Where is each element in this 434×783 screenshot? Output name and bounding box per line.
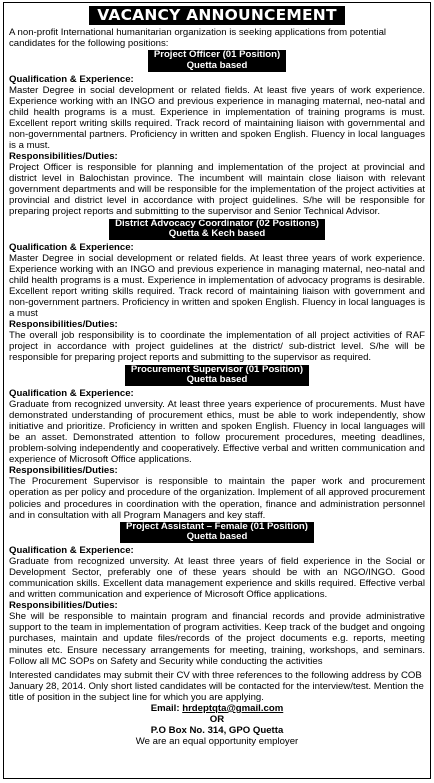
responsibilities-text: The overall job responsibility is to coordinate the implementation of all project activities of RAF project in accordance with project guidelines at the district/ sub-district level. S/he will be responsible for preparing project reports and submitting to the supervisor as required.: [9, 330, 425, 364]
qualification-heading: Qualification & Experience:: [9, 545, 134, 557]
email-link[interactable]: hrdeptqta@gmail.com: [182, 702, 284, 714]
position-section: [9, 219, 425, 364]
responsibilities-heading: Responsibilities/Duties:: [9, 600, 118, 612]
application-instructions: Interested candidates may submit their CV with three references to the following address by COB January 28, 2014. Only short listed candidates will be contacted for the interview/test. Mention the title of position in the subject line for which you are applying.: [9, 669, 424, 703]
position-section: [9, 365, 425, 521]
responsibilities-text: Project Officer is responsible for planning and implementation of the project at provincial and district level in Balochistan province. The incumbent will maintain close liaison with relevant government departments and will be responsible for the implementation of the project activities at provincial and district level in accordance with project guidelines. S/he will be responsible for preparing project reports and submitting to the supervisor and Senior Technical Advisor.: [9, 162, 425, 218]
equal-opportunity-note: We are an equal opportunity employer: [135, 736, 299, 748]
responsibilities-heading: Responsibilities/Duties:: [9, 151, 118, 163]
position-title: District Advocacy Coordinator (02 Positions): [115, 217, 319, 229]
announcement-title: VACANCY ANNOUNCEMENT: [89, 6, 344, 25]
position-location: Quetta & Kech based: [168, 228, 266, 240]
position-title: Procurement Supervisor (01 Position): [130, 363, 304, 375]
email-label: Email:: [150, 702, 183, 714]
position-heading: [125, 365, 309, 386]
position-section: [9, 522, 425, 667]
position-location: Quetta based: [186, 374, 248, 386]
qualification-text: Graduate from recognized unversity. At least three years experience of procurements. Must have demonstrated understanding of procurement ethics, must be able to work independently, show initiative and prioritize. Proficiency in written and spoken English. Fluency in local languages will be an asset. Demonstrated attention to follow procurement procedures, meeting deadlines, problem-solving independently and cooperatively. Effective verbal and written communication and experience of Microsoft Office applications.: [9, 399, 425, 466]
title-bar: [9, 6, 425, 25]
vacancy-announcement: [3, 2, 431, 779]
qualification-text: Graduate from recognized unversity. At least three years of field experience in the Social or Development Sector, preferably one of these years should be with an NGO/INGO. Good communication skills. Excellent data management experience and skills required. Effective verbal and written communication and experience of Microsoft Office applications.: [9, 556, 425, 601]
or-separator: OR: [209, 713, 225, 725]
qualification-heading: Qualification & Experience:: [9, 74, 134, 85]
position-heading: [148, 50, 286, 71]
responsibilities-text: The Procurement Supervisor is responsible to maintain the paper work and procurement operation as per policy and procedure of the organization. Implement of all approved procurement policies and procedures in coordination with the operation, finance and administration personnel and in consultation with all Program Managers and key staff.: [9, 476, 425, 521]
position-location: Quetta based: [186, 60, 248, 71]
intro-text: A non-profit International humanitarian organization is seeking applications from potential candidates for the following positions:: [9, 27, 387, 50]
position-heading: [120, 522, 314, 543]
position-title: Project Officer (01 Position): [153, 49, 281, 61]
responsibilities-heading: Responsibilities/Duties:: [9, 465, 118, 477]
po-box-address: P.O Box No. 314, GPO Quetta: [150, 725, 284, 737]
position-section: [9, 50, 425, 217]
position-heading: [109, 219, 325, 240]
qualification-text: Master Degree in social development or related fields. At least three years of work experience. Experience working with an INGO and previous experience in managing maternal, neo-natal and child health programs is a must. Experience in implementation of advocacy programs is desirable. Excellent report writing skills required. Track record of maintaining liaison with government and non-government partners. Proficiency in written and spoken English. Fluency in local languages is a must: [9, 253, 425, 320]
responsibilities-heading: Responsibilities/Duties:: [9, 319, 118, 331]
qualification-heading: Qualification & Experience:: [9, 242, 134, 254]
qualification-heading: Qualification & Experience:: [9, 388, 134, 400]
email-line: [9, 703, 425, 714]
position-location: Quetta based: [186, 531, 248, 543]
responsibilities-text: She will be responsible to maintain program and financial records and provide administrative support to the team in implementation of program activities. Keep track of the budget and ongoing purchases, maintain and update files/records of the project documents e.g. reports, meeting minutes etc. Ensure necessary arrangements for meeting, training, workshops, and seminars. Follow all MC SOPs on Safety and Security while conducting the activities: [9, 611, 425, 667]
position-title: Project Assistant – Female (01 Position): [126, 520, 308, 532]
qualification-text: Master Degree in social development or related fields. At least five years of work experience. Experience working with an INGO and previous experience in managing maternal, neo-natal and child health programs is a must. Experience in implementation of training programs is must. Excellent report writing skills required. Track record of maintaining liaison with governmental and non-governmental partners. Proficiency in written and spoken English. Fluency in local languages is a must.: [9, 85, 425, 152]
